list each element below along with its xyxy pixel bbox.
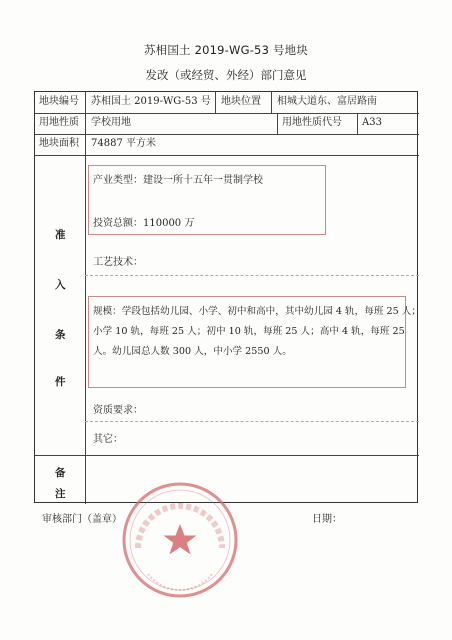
document-subtitle: 发改（或经贸、外经）部门意见	[145, 68, 307, 82]
scale-text: 规模：学段包括幼儿园、小学、初中和高中，其中幼儿园 4 轨，每班 25 人；小学 10 轨，每班 25 人；初中 10 轨，每班 25 人；高中 4 轨，每班 25 人。幼儿园总人数 300 人，中小学 2550 人。	[93, 306, 421, 357]
other-label: 其它：	[93, 434, 123, 445]
land-use-value: 学校用地	[91, 117, 131, 128]
qualification-label: 资质要求：	[93, 405, 143, 416]
date-label: 日期：	[312, 514, 342, 525]
opinion-table	[34, 91, 421, 503]
land-use-code-label: 用地性质代号	[282, 117, 342, 128]
industry-type: 产业类型：建设一所十五年一贯制学校	[93, 175, 263, 186]
investment-total: 投资总额：110000 万	[93, 218, 195, 229]
document-title: 苏相国土 2019-WG-53 号地块	[143, 43, 309, 57]
location-label: 地块位置	[221, 96, 261, 107]
process-tech-label: 工艺技术：	[93, 257, 143, 268]
parcel-no-value: 苏相国土 2019-WG-53 号	[91, 96, 211, 107]
remarks-label-char: 备	[55, 467, 66, 479]
remarks-label-char: 注	[55, 488, 66, 500]
conditions-label-char: 件	[55, 376, 66, 388]
official-seal-icon	[118, 478, 242, 602]
conditions-label-char: 条	[55, 329, 66, 341]
reviewer-label: 审核部门（盖章）	[42, 514, 122, 525]
land-use-label: 用地性质	[39, 117, 79, 128]
area-label: 地块面积	[39, 138, 79, 149]
location-value: 相城大道东、富居路南	[277, 96, 377, 107]
land-use-code-value: A33	[362, 117, 382, 128]
conditions-label-char: 准	[55, 229, 66, 241]
conditions-label-char: 入	[55, 279, 66, 291]
area-value: 74887 平方米	[91, 138, 156, 149]
parcel-no-label: 地块编号	[39, 96, 79, 107]
